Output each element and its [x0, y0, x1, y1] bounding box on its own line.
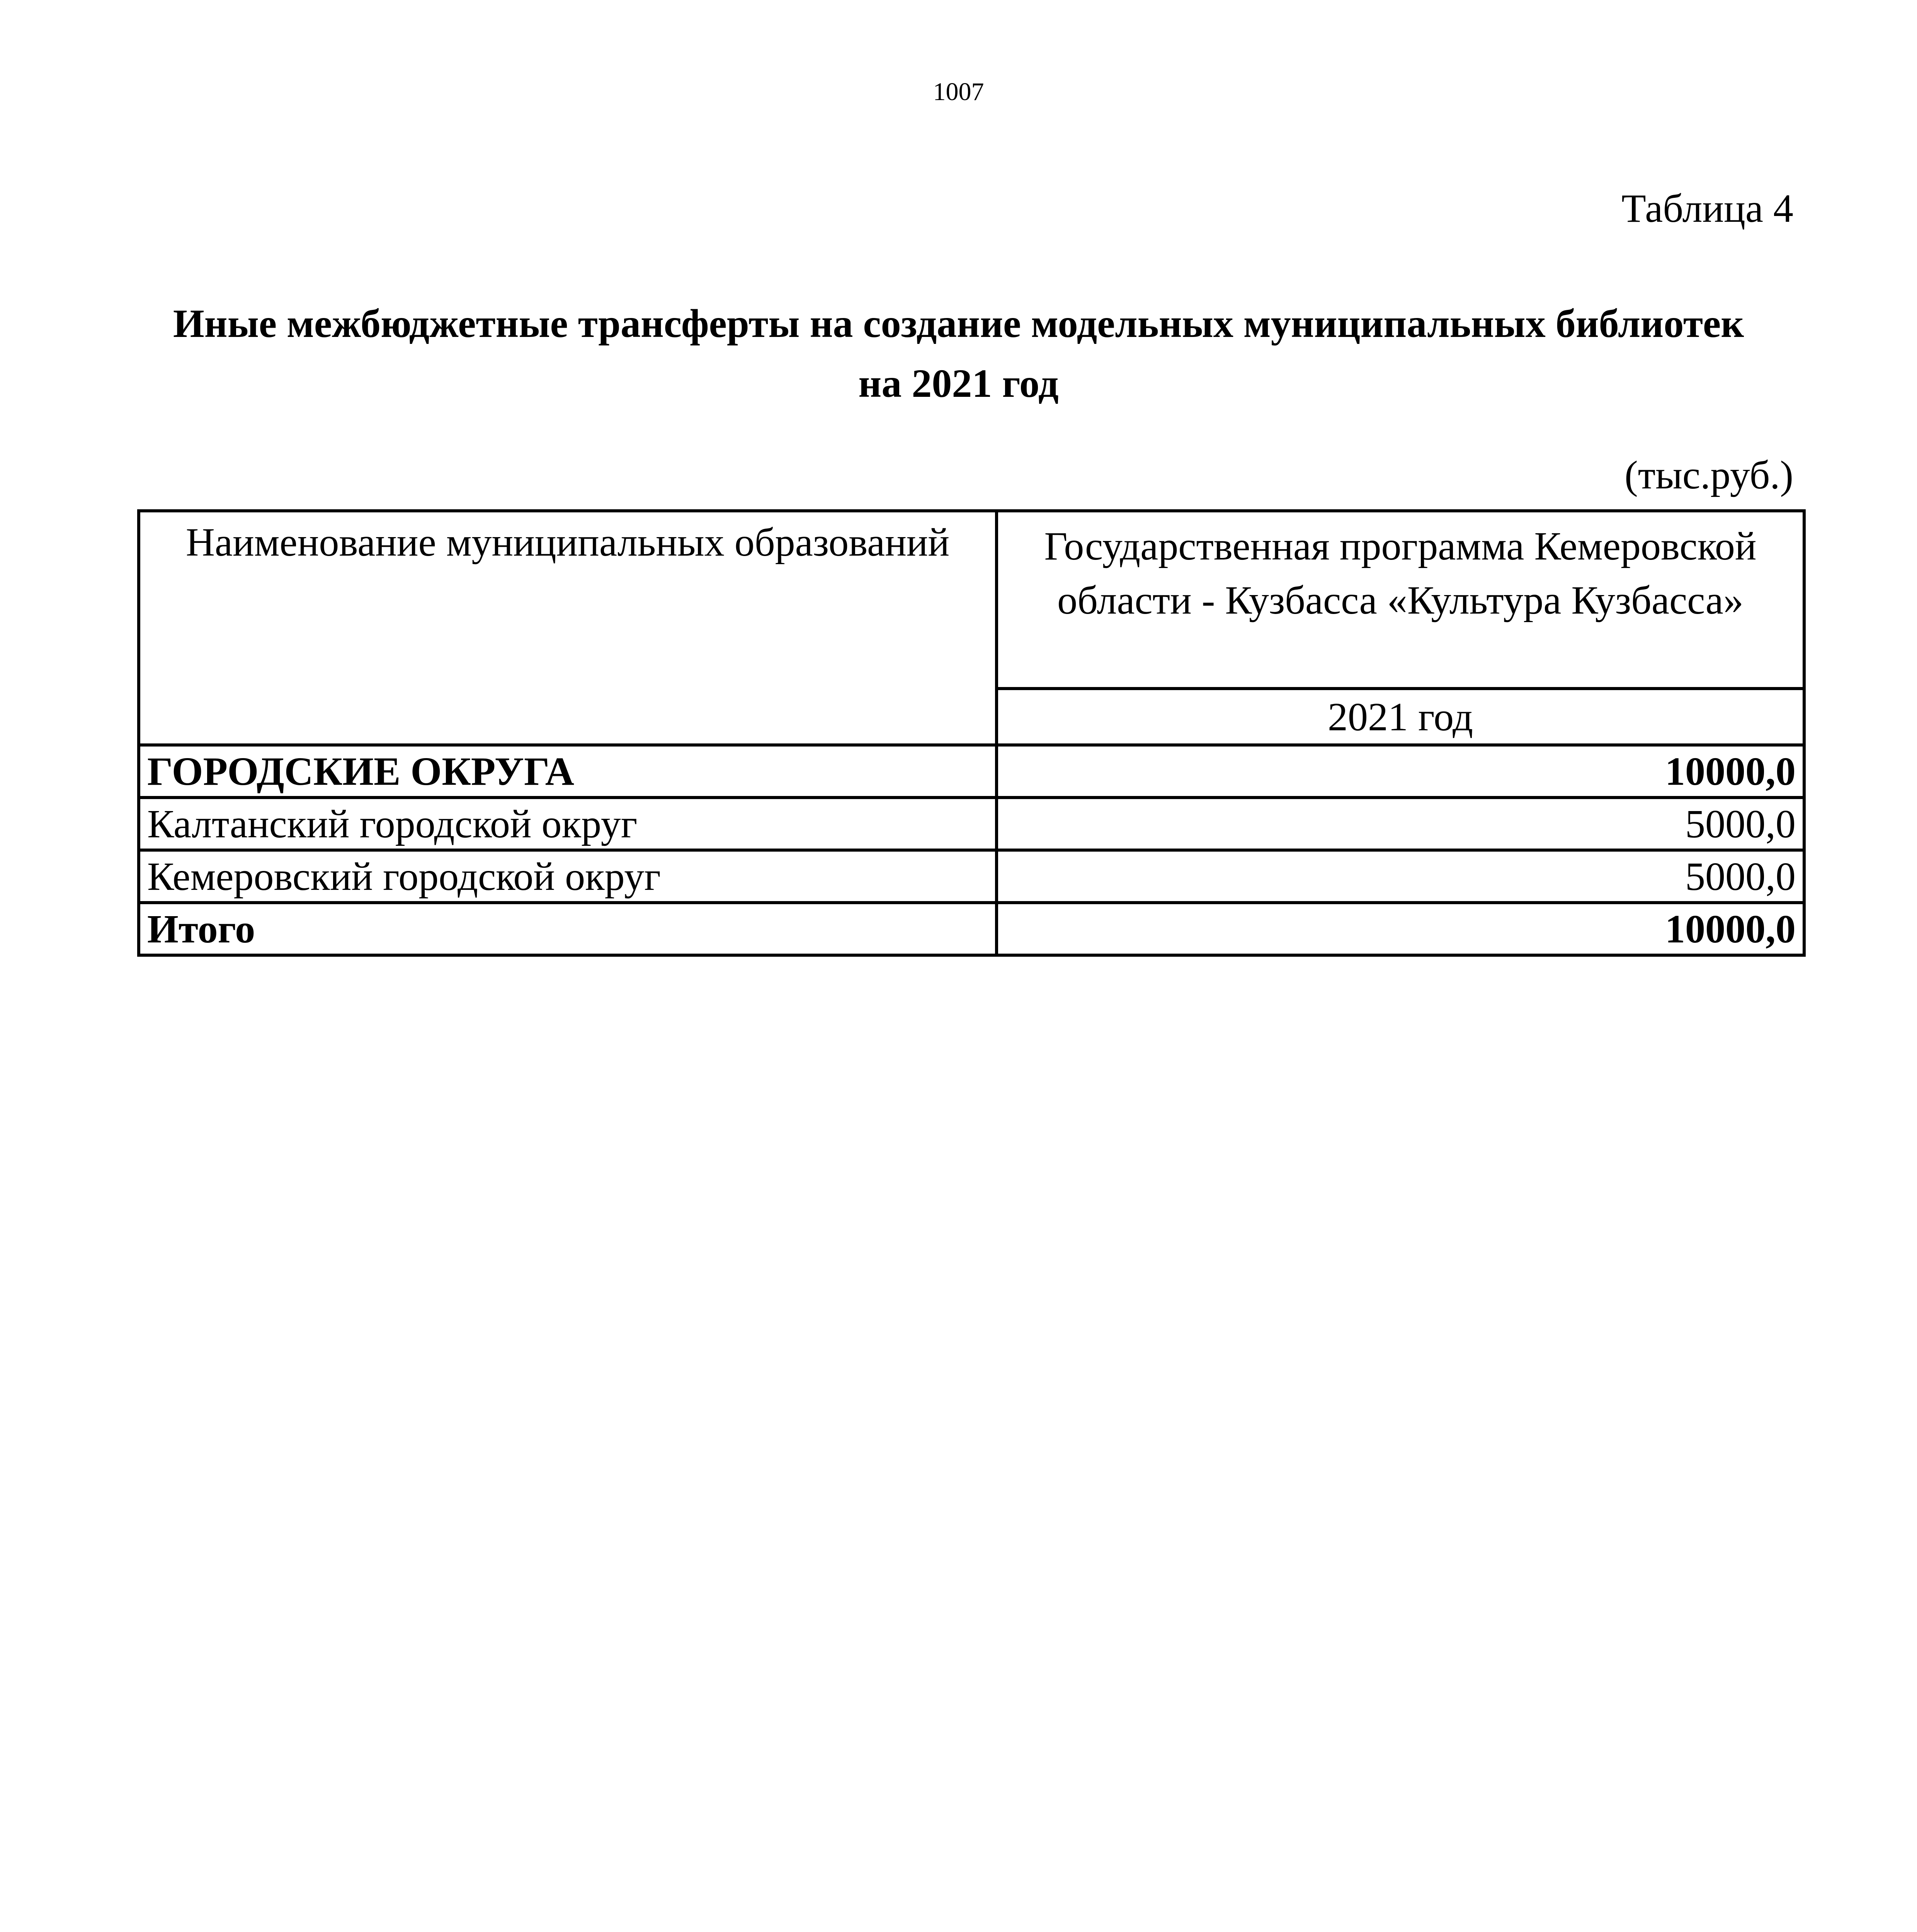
table-row: [139, 798, 1804, 850]
table-row-total: [139, 903, 1804, 955]
table-row: [139, 850, 1804, 903]
document-title: [116, 294, 1801, 413]
title-line-1: Иные межбюджетные трансферты на создание модельных муниципальных библиотек: [173, 301, 1744, 346]
table-label: Таблица 4: [1621, 186, 1793, 231]
row-name: Калтанский городской округ: [139, 798, 997, 850]
row-value: 10000,0: [997, 903, 1804, 955]
page-number: 1007: [933, 78, 984, 106]
row-value: 5000,0: [997, 798, 1804, 850]
units-label: (тыс.руб.): [1624, 453, 1793, 497]
row-value: 10000,0: [997, 745, 1804, 798]
row-name: Кемеровский городской округ: [139, 850, 997, 903]
table-header-row: [139, 511, 1804, 689]
row-name: ГОРОДСКИЕ ОКРУГА: [139, 745, 997, 798]
row-name: Итого: [139, 903, 997, 955]
transfers-table: [137, 509, 1806, 957]
title-line-2: на 2021 год: [858, 361, 1059, 406]
header-state-program: Государственная программа Кемеровской области - Кузбасса «Культура Кузбасса»: [997, 511, 1804, 689]
table-row: [139, 745, 1804, 798]
row-value: 5000,0: [997, 850, 1804, 903]
header-municipality-name: Наименование муниципальных образований: [139, 511, 997, 745]
header-year: 2021 год: [997, 689, 1804, 745]
